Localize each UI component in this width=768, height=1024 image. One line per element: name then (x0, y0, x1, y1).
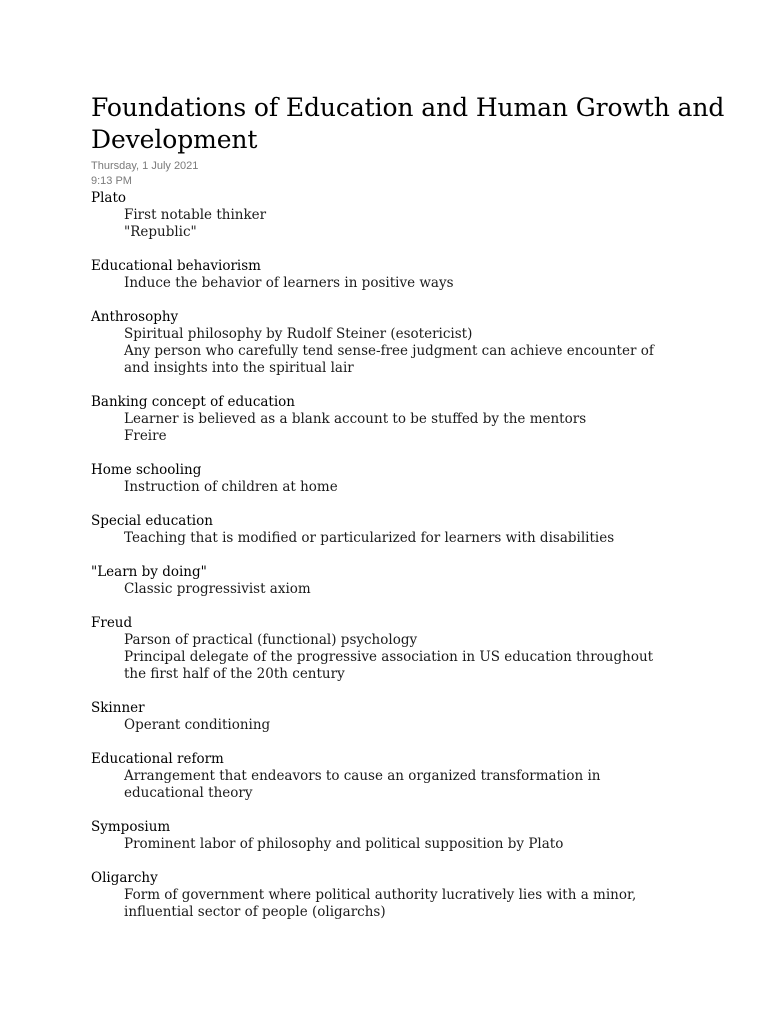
note-time: 9:13 PM (91, 175, 132, 187)
section-definition-line: Operant conditioning (124, 717, 271, 733)
section-definition-line: Any person who carefully tend sense-free judgment can achieve encounter of (124, 343, 654, 359)
section-term: Home schooling (91, 462, 202, 478)
section-definition-line: Principal delegate of the progressive association in US education throughout (124, 649, 654, 665)
note-section (91, 751, 731, 802)
note-date: Thursday, 1 July 2021 (91, 160, 199, 172)
section-definition-line: Classic progressivist axiom (124, 581, 311, 597)
section-definition-line: the first half of the 20th century (124, 666, 345, 682)
section-definition-line: Teaching that is modified or particularized for learners with disabilities (124, 530, 615, 546)
section-term: "Learn by doing" (91, 564, 207, 580)
section-definition-line: Arrangement that endeavors to cause an organized transformation in (124, 768, 601, 784)
section-definition-line: "Republic" (124, 224, 197, 240)
section-definition-line: Learner is believed as a blank account to be stuffed by the mentors (124, 411, 587, 427)
section-definition-line: educational theory (124, 785, 253, 801)
note-section (91, 258, 731, 292)
section-definition-line: Prominent labor of philosophy and political supposition by Plato (124, 836, 564, 852)
note-body (91, 190, 731, 921)
section-definition-line: Induce the behavior of learners in positive ways (124, 275, 454, 291)
section-term: Banking concept of education (91, 394, 295, 410)
section-definition-line: Parson of practical (functional) psychology (124, 632, 418, 648)
section-term: Anthrosophy (91, 309, 179, 325)
page-title: Foundations of Education and Human Growth and Development (91, 93, 725, 154)
section-term: Symposium (91, 819, 171, 835)
note-section (91, 564, 731, 598)
section-definition-line: and insights into the spiritual lair (124, 360, 354, 376)
note-section (91, 870, 731, 921)
note-section (91, 819, 731, 853)
note-page (91, 92, 731, 938)
section-term: Plato (91, 190, 127, 206)
note-metadata (91, 159, 731, 189)
section-definition-line: Freire (124, 428, 167, 444)
section-definition-line: influential sector of people (oligarchs) (124, 904, 386, 920)
note-section (91, 700, 731, 734)
section-term: Oligarchy (91, 870, 158, 886)
section-definition-line: Form of government where political authority lucratively lies with a minor, (124, 887, 637, 903)
note-section (91, 394, 731, 445)
section-term: Special education (91, 513, 213, 529)
note-section (91, 462, 731, 496)
section-term: Educational behaviorism (91, 258, 261, 274)
note-section (91, 513, 731, 547)
section-term: Skinner (91, 700, 145, 716)
note-section (91, 615, 731, 683)
note-section (91, 190, 731, 241)
section-definition-line: First notable thinker (124, 207, 267, 223)
section-term: Freud (91, 615, 133, 631)
section-term: Educational reform (91, 751, 224, 767)
section-definition-line: Spiritual philosophy by Rudolf Steiner (esotericist) (124, 326, 473, 342)
section-definition-line: Instruction of children at home (124, 479, 338, 495)
note-section (91, 309, 731, 377)
